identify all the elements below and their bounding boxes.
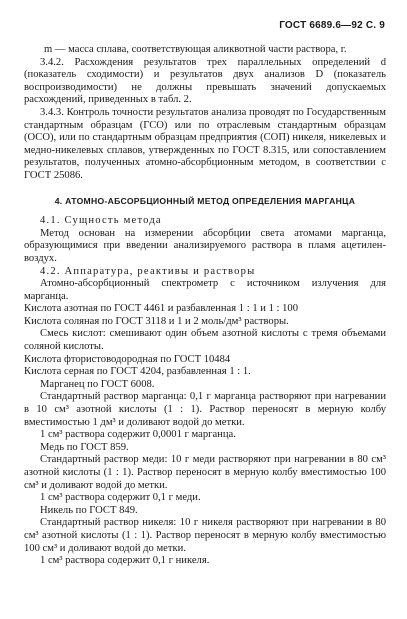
copper-concentration: 1 см³ раствора содержит 0,1 г меди. (40, 492, 201, 504)
subsection-4-1-text: Метод основан на измерении абсорбции света атомами марганца, образующимися при введении анализируемого раствора в пламя ацетилен-воздух. (24, 227, 386, 264)
reagent-manganese: Марганец по ГОСТ 6008. (40, 378, 155, 390)
reagent-sulfuric-acid: Кислота серная по ГОСТ 4204, разбавленная 1 : 1. (24, 366, 251, 378)
section-heading: 4. АТОМНО-АБСОРБЦИОННЫЙ МЕТОД ОПРЕДЕЛЕНИЯ МАРГАНЦА (54, 195, 356, 206)
reagent-hydrofluoric-acid: Кислота фтористоводородная по ГОСТ 10484 (24, 353, 231, 365)
subsection-4-2-title: 4.2. Аппаратура, реактивы и растворы (40, 265, 256, 277)
running-header: ГОСТ 6689.6—92 С. 9 (279, 20, 385, 31)
apparatus-spectrometer: Атомно-абсорбционный спектрометр с источником излучения для марганца. (24, 278, 386, 302)
standard-solution-nickel: Стандартный раствор никеля: 10 г никеля растворяют при нагревании в 80 см³ азотной кислоты (1 : 1). Раствор переносят в мерную колбу вместимостью 100 см³ и доливают водой до метки. (24, 517, 386, 554)
paragraph-3-4-3: 3.4.3. Контроль точности результатов анализа проводят по Государственным стандартным образцам (ГСО) или по отраслевым стандартным образцам (ОСО), или по стандартным образцам предприятия (СОП) никеля, никелевых и медно-никелевых сплавов, утвержденных по ГОСТ 8.315, или сопоставлением результатов, полученных атомно-абсорбционным методом, в соответствии с ГОСТ 25086. (24, 106, 386, 181)
nickel-concentration: 1 см³ раствора содержит 0,1 г никеля. (40, 555, 210, 567)
reagent-nitric-acid: Кислота азотная по ГОСТ 4461 и разбавленная 1 : 1 и 1 : 100 (24, 303, 299, 315)
standard-solution-manganese: Стандартный раствор марганца: 0,1 г марганца растворяют при нагревании в 10 см³ азотной кислоты (1 : 1). Раствор переносят в мерную колбу вместимостью 1 дм³ и доливают водой до метки. (24, 391, 386, 428)
subsection-4-1-title: 4.1. Сущность метода (40, 215, 162, 227)
standard-solution-copper: Стандартный раствор меди: 10 г меди растворяют при нагревании в 80 см³ азотной кислоты (1 : 1). Раствор переносят в мерную колбу вместимостью 100 см³ и доливают водой до метки. (24, 454, 386, 491)
reagent-nickel: Никель по ГОСТ 849. (40, 504, 138, 516)
manganese-concentration: 1 см³ раствора содержит 0,0001 г марганца. (40, 429, 236, 441)
reagent-copper: Медь по ГОСТ 859. (40, 441, 129, 453)
variable-definition: m — масса сплава, соответствующая аликвотной части раствора, г. (44, 44, 347, 55)
paragraph-3-4-2: 3.4.2. Расхождения результатов трех параллельных определений d (показатель сходимости) и результатов двух анализов D (показатель воспроизводимости) не должны превышать значений допускаемых расхождений, приведенных в табл. 2. (24, 56, 386, 106)
document-body (24, 44, 386, 568)
reagent-acid-mixture: Смесь кислот: смешивают один объем азотной кислоты с тремя объемами соляной кислоты. (24, 328, 386, 353)
reagent-hydrochloric-acid: Кислота соляная по ГОСТ 3118 и 1 и 2 моль/дм³ растворы. (24, 315, 289, 327)
